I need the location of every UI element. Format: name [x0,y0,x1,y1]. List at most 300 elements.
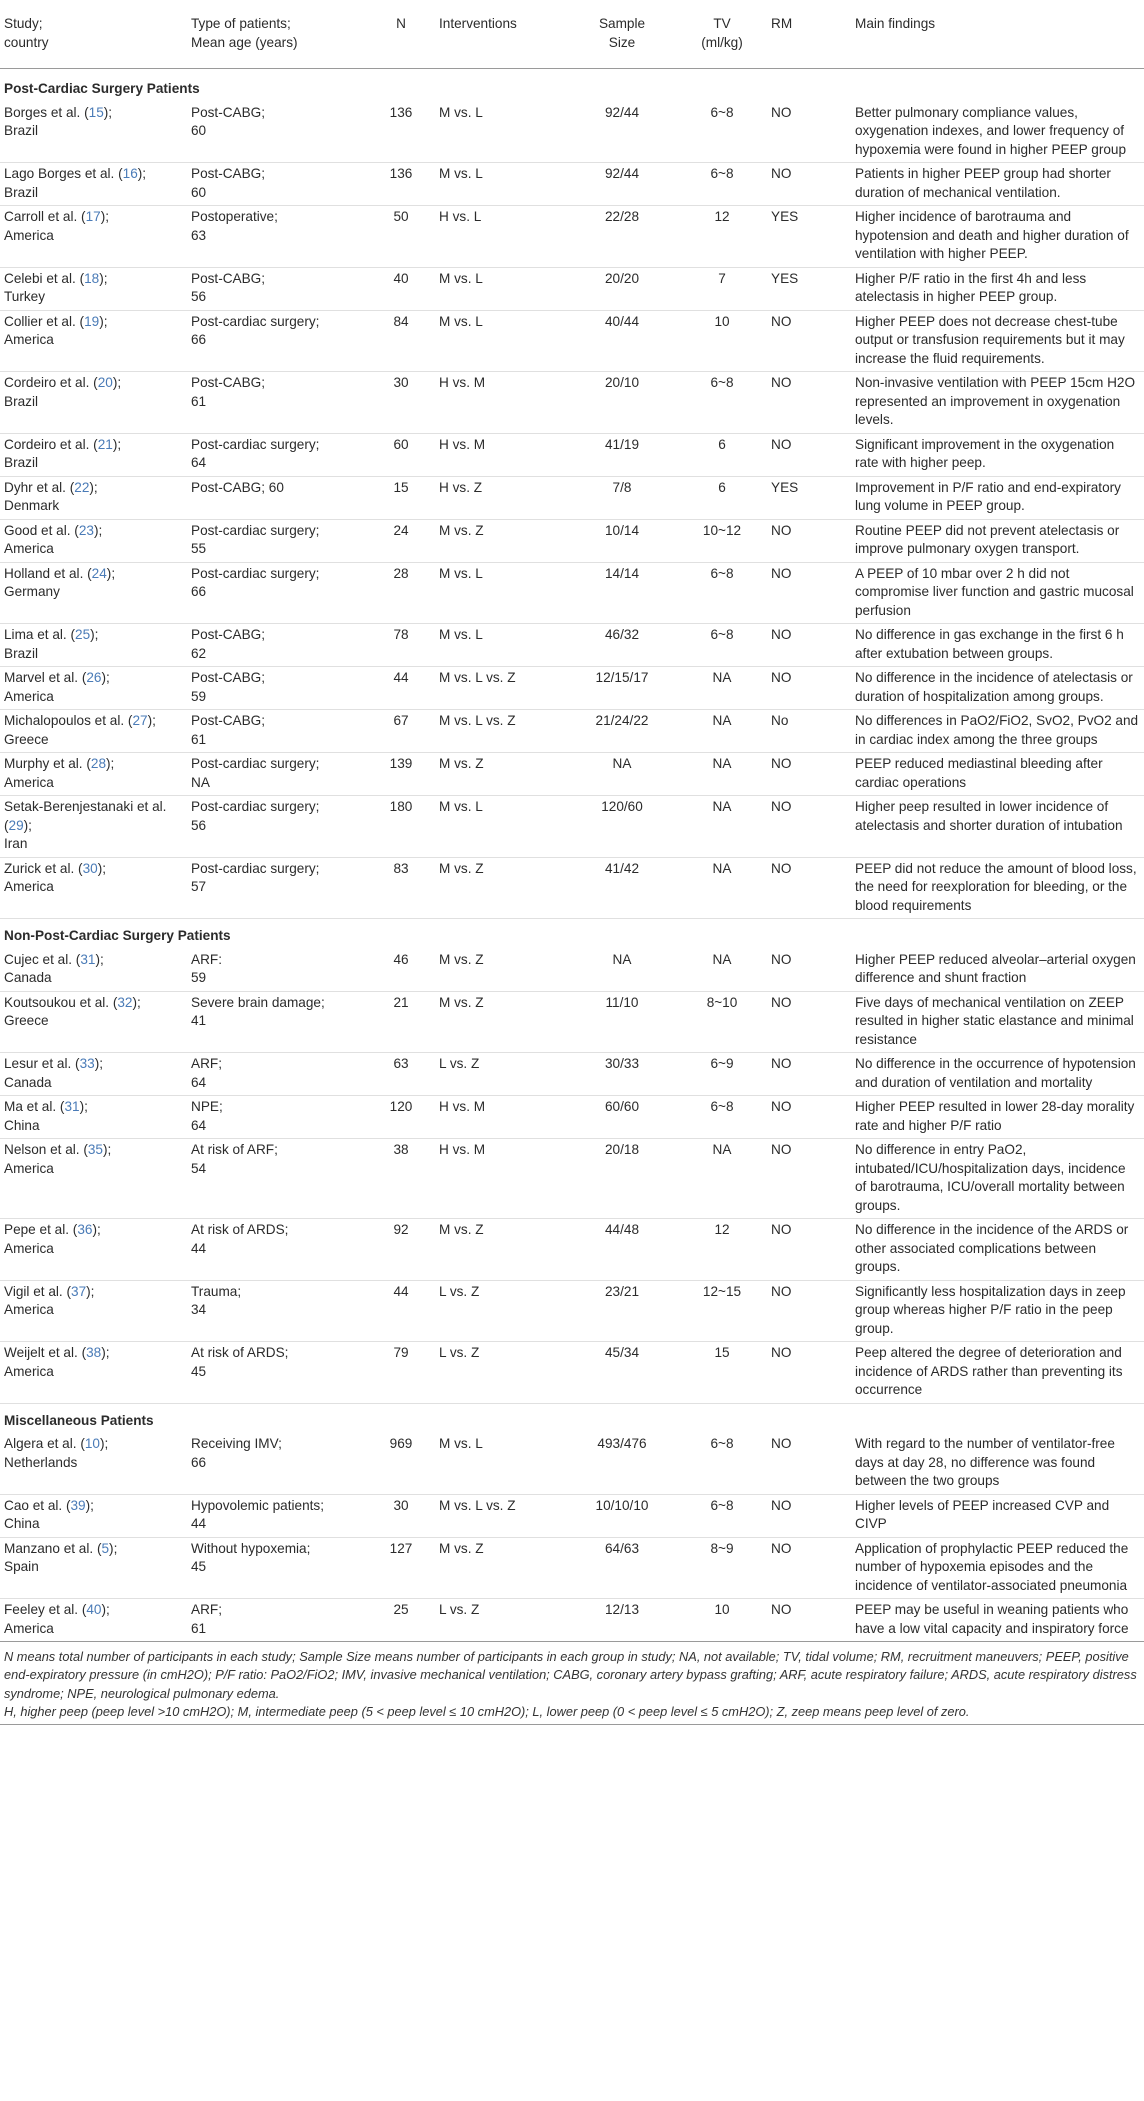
cell-tidal-volume: 6~8 [677,372,767,434]
cell-patient-type: Post-CABG; 60 [187,163,367,206]
cell-sample-size: 20/20 [567,267,677,310]
cell-recruitment-maneuvers: NO [767,102,851,163]
cell-tidal-volume: NA [677,1139,767,1219]
cell-n: 46 [367,949,435,992]
study-name: Carroll et al. [4,209,78,224]
study-name: Collier et al. [4,313,76,329]
cell-interventions: M vs. L [435,163,567,206]
reference-link[interactable]: 29 [8,817,24,833]
study-country: Netherlands [4,1454,78,1470]
cell-main-findings: Non-invasive ventilation with PEEP 15cm H2O represented an improvement in oxygenation levels. [851,372,1144,434]
reference-link[interactable]: 24 [91,565,107,581]
header-main-findings: Main findings [851,0,1144,69]
cell-tidal-volume: 8~10 [677,991,767,1053]
reference-link[interactable]: 39 [70,1497,86,1513]
cell-study-country: Murphy et al. (28); America [0,753,187,796]
cell-tidal-volume: 12~15 [677,1280,767,1342]
cell-sample-size: 45/34 [567,1342,677,1404]
study-country: America [4,332,54,347]
cell-sample-size: 64/63 [567,1537,677,1599]
cell-interventions: L vs. Z [435,1280,567,1342]
cell-patient-type: Post-cardiac surgery; 57 [187,857,367,919]
study-name: Manzano et al. [4,1540,94,1556]
cell-main-findings: PEEP reduced mediastinal bleeding after cardiac operations [851,753,1144,796]
cell-n: 21 [367,991,435,1053]
cell-sample-size: NA [567,753,677,796]
study-country: America [4,1240,54,1256]
cell-study-country: Marvel et al. (26); America [0,667,187,710]
reference-link[interactable]: 15 [88,104,104,120]
cell-recruitment-maneuvers: NO [767,857,851,919]
cell-main-findings: A PEEP of 10 mbar over 2 h did not compromise liver function and gastric mucosal perfusion [851,562,1144,624]
cell-interventions: M vs. Z [435,519,567,562]
table-body [0,69,1144,1642]
cell-tidal-volume: 6~8 [677,1433,767,1494]
cell-recruitment-maneuvers: NO [767,991,851,1053]
cell-interventions: M vs. Z [435,1219,567,1281]
reference-link[interactable]: 20 [97,375,113,390]
study-country: Denmark [4,498,60,513]
cell-sample-size: 11/10 [567,991,677,1053]
cell-patient-type: Post-CABG; 61 [187,372,367,434]
cell-patient-type: Post-CABG; 60 [187,102,367,163]
cell-main-findings: No difference in gas exchange in the first 6 h after extubation between groups. [851,624,1144,667]
cell-study-country: Dyhr et al. (22); Denmark [0,476,187,519]
cell-study-country: Cordeiro et al. (20); Brazil [0,372,187,434]
table-row [0,1096,1144,1139]
section-title: Non-Post-Cardiac Surgery Patients [4,928,231,943]
cell-interventions: M vs. Z [435,753,567,796]
reference-link[interactable]: 18 [84,270,100,286]
cell-sample-size: 7/8 [567,476,677,519]
cell-patient-type: Post-CABG; 60 [187,476,367,519]
cell-n: 67 [367,710,435,753]
cell-recruitment-maneuvers: NO [767,753,851,796]
cell-sample-size: 92/44 [567,102,677,163]
cell-main-findings: No difference in the occurrence of hypotension and duration of ventilation and mortality [851,1053,1144,1096]
cell-study-country: Feeley et al. (40); America [0,1599,187,1642]
cell-sample-size: 30/33 [567,1053,677,1096]
cell-sample-size: 10/14 [567,519,677,562]
cell-recruitment-maneuvers: NO [767,1537,851,1599]
table-row [0,710,1144,753]
study-country: America [4,1363,54,1379]
study-country: Brazil [4,393,38,409]
cell-tidal-volume: NA [677,949,767,992]
cell-recruitment-maneuvers: NO [767,1494,851,1537]
cell-main-findings: Better pulmonary compliance values, oxygenation indexes, and lower frequency of hypoxemia were found in higher PEEP group [851,102,1144,163]
cell-tidal-volume: 10 [677,310,767,372]
cell-tidal-volume: 6 [677,433,767,476]
cell-patient-type: ARF; 61 [187,1599,367,1642]
cell-interventions: M vs. L [435,1433,567,1494]
reference-link[interactable]: 33 [79,1056,95,1071]
study-name: Ma et al. [4,1099,57,1114]
cell-patient-type: Severe brain damage; 41 [187,991,367,1053]
cell-main-findings: Improvement in P/F ratio and end-expiratory lung volume in PEEP group. [851,476,1144,519]
cell-patient-type: Post-cardiac surgery; 66 [187,562,367,624]
cell-patient-type: Post-CABG; 56 [187,267,367,310]
study-name: Celebi et al. [4,270,76,286]
cell-recruitment-maneuvers: NO [767,1219,851,1281]
cell-main-findings: No difference in entry PaO2, intubated/ICU/hospitalization days, incidence of barotrauma, ICU/overall mortality between groups. [851,1139,1144,1219]
cell-study-country: Michalopoulos et al. (27); Greece [0,710,187,753]
cell-sample-size: 23/21 [567,1280,677,1342]
cell-tidal-volume: 6~8 [677,1096,767,1139]
cell-patient-type: NPE; 64 [187,1096,367,1139]
study-country: China [4,1117,40,1133]
study-country: Brazil [4,123,38,138]
study-country: Greece [4,731,49,747]
cell-study-country: Cordeiro et al. (21); Brazil [0,433,187,476]
table-row [0,206,1144,268]
cell-n: 30 [367,372,435,434]
table-row [0,624,1144,667]
cell-patient-type: Hypovolemic patients; 44 [187,1494,367,1537]
cell-main-findings: Higher PEEP resulted in lower 28-day morality rate and higher P/F ratio [851,1096,1144,1139]
cell-recruitment-maneuvers: YES [767,476,851,519]
reference-link[interactable]: 19 [84,313,100,329]
study-name: Michalopoulos et al. [4,713,125,728]
table-row [0,1537,1144,1599]
cell-main-findings: PEEP did not reduce the amount of blood loss, the need for reexploration for bleeding, or the blood requirements [851,857,1144,919]
cell-recruitment-maneuvers: NO [767,1280,851,1342]
cell-tidal-volume: NA [677,753,767,796]
cell-tidal-volume: 6~8 [677,163,767,206]
reference-link[interactable]: 26 [86,670,102,685]
cell-n: 84 [367,310,435,372]
study-name: Koutsoukou et al. [4,994,110,1010]
cell-interventions: H vs. M [435,433,567,476]
cell-interventions: M vs. L vs. Z [435,667,567,710]
cell-interventions: M vs. L [435,267,567,310]
study-country: America [4,1160,54,1176]
cell-recruitment-maneuvers: NO [767,949,851,992]
cell-n: 180 [367,796,435,858]
cell-patient-type: At risk of ARDS; 44 [187,1219,367,1281]
table-row [0,1053,1144,1096]
reference-link[interactable]: 37 [71,1283,87,1299]
study-name: Cao et al. [4,1497,63,1513]
cell-study-country: Cao et al. (39); China [0,1494,187,1537]
cell-tidal-volume: 6~8 [677,1494,767,1537]
cell-tidal-volume: 15 [677,1342,767,1404]
cell-main-findings: Higher levels of PEEP increased CVP and CIVP [851,1494,1144,1537]
cell-tidal-volume: 12 [677,1219,767,1281]
reference-link[interactable]: 28 [90,756,107,771]
table-row [0,433,1144,476]
cell-tidal-volume: 6~9 [677,1053,767,1096]
cell-n: 25 [367,1599,435,1642]
cell-main-findings: Higher peep resulted in lower incidence of atelectasis and shorter duration of intubation [851,796,1144,858]
cell-study-country: Algera et al. (10); Netherlands [0,1433,187,1494]
study-name: Holland et al. [4,565,84,581]
cell-patient-type: Receiving IMV; 66 [187,1433,367,1494]
cell-sample-size: 120/60 [567,796,677,858]
study-country: America [4,1620,54,1636]
study-name: Cordeiro et al. [4,375,90,390]
cell-recruitment-maneuvers: NO [767,1053,851,1096]
header-interventions: Interventions [435,0,567,69]
cell-recruitment-maneuvers: NO [767,1599,851,1642]
section-title: Post-Cardiac Surgery Patients [4,81,200,96]
reference-link[interactable]: 35 [87,1142,103,1157]
table-row [0,667,1144,710]
reference-link[interactable]: 5 [101,1540,110,1556]
footnote-peep-levels: H, higher peep (peep level >10 cmH2O); M, intermediate peep (5 < peep level ≤ 10 cmH2O); L, lower peep (0 < peep level ≤ 5 cmH2O); Z, zeep means peep level of zero. [4,1703,970,1719]
cell-n: 136 [367,102,435,163]
table-row [0,310,1144,372]
cell-recruitment-maneuvers: NO [767,433,851,476]
table-row [0,1219,1144,1281]
reference-link[interactable]: 31 [80,951,96,967]
cell-main-findings: Significantly less hospitalization days in zeep group whereas higher P/F ratio in the peep group. [851,1280,1144,1342]
cell-study-country: Weijelt et al. (38); America [0,1342,187,1404]
study-name: Nelson et al. [4,1142,80,1157]
table-row [0,163,1144,206]
cell-recruitment-maneuvers: NO [767,372,851,434]
table-row [0,476,1144,519]
cell-sample-size: NA [567,949,677,992]
table-row [0,1280,1144,1342]
study-name: Marvel et al. [4,670,79,685]
cell-tidal-volume: NA [677,667,767,710]
cell-study-country: Lago Borges et al. (16); Brazil [0,163,187,206]
cell-recruitment-maneuvers: NO [767,796,851,858]
cell-interventions: H vs. M [435,372,567,434]
cell-study-country: Zurick et al. (30); America [0,857,187,919]
cell-interventions: M vs. L [435,310,567,372]
cell-n: 15 [367,476,435,519]
cell-sample-size: 44/48 [567,1219,677,1281]
cell-sample-size: 12/15/17 [567,667,677,710]
cell-interventions: M vs. L [435,102,567,163]
study-country: America [4,541,54,556]
cell-tidal-volume: 6~8 [677,102,767,163]
cell-sample-size: 12/13 [567,1599,677,1642]
cell-main-findings: Higher PEEP reduced alveolar–arterial oxygen difference and shunt fraction [851,949,1144,992]
cell-n: 24 [367,519,435,562]
cell-tidal-volume: 12 [677,206,767,268]
reference-link[interactable]: 36 [77,1222,93,1237]
cell-sample-size: 41/19 [567,433,677,476]
cell-sample-size: 20/18 [567,1139,677,1219]
study-country: America [4,688,54,704]
reference-link[interactable]: 32 [117,994,133,1010]
cell-interventions: M vs. Z [435,949,567,992]
cell-patient-type: Trauma; 34 [187,1280,367,1342]
cell-study-country: Carroll et al. (17); America [0,206,187,268]
cell-sample-size: 493/476 [567,1433,677,1494]
study-country: Canada [4,970,52,985]
cell-sample-size: 20/10 [567,372,677,434]
cell-n: 44 [367,1280,435,1342]
cell-main-findings: Significant improvement in the oxygenation rate with higher peep. [851,433,1144,476]
cell-main-findings: No difference in the incidence of the ARDS or other associated complications between groups. [851,1219,1144,1281]
cell-interventions: M vs. L vs. Z [435,1494,567,1537]
study-country: Canada [4,1074,52,1090]
study-name: Murphy et al. [4,756,83,771]
table-header [0,0,1144,69]
study-name: Cordeiro et al. [4,436,90,452]
cell-patient-type: Post-cardiac surgery; NA [187,753,367,796]
study-country: Brazil [4,455,38,470]
table-row [0,857,1144,919]
cell-tidal-volume: 8~9 [677,1537,767,1599]
cell-patient-type: At risk of ARDS; 45 [187,1342,367,1404]
cell-patient-type: Post-cardiac surgery; 56 [187,796,367,858]
cell-tidal-volume: 10 [677,1599,767,1642]
cell-study-country: Holland et al. (24); Germany [0,562,187,624]
cell-study-country: Lesur et al. (33); Canada [0,1053,187,1096]
reference-link[interactable]: 31 [64,1099,80,1114]
cell-main-findings: Application of prophylactic PEEP reduced the number of hypoxemia episodes and the incidence of ventilator-associated pneumonia [851,1537,1144,1599]
header-recruitment-maneuvers: RM [767,0,851,69]
cell-main-findings: Five days of mechanical ventilation on ZEEP resulted in higher static elastance and minimal resistance [851,991,1144,1053]
cell-study-country: Ma et al. (31); China [0,1096,187,1139]
cell-interventions: L vs. Z [435,1053,567,1096]
cell-n: 63 [367,1053,435,1096]
reference-link[interactable]: 27 [132,713,148,728]
reference-link[interactable]: 23 [78,522,94,538]
cell-recruitment-maneuvers: NO [767,310,851,372]
cell-main-findings: Peep altered the degree of deterioration and incidence of ARDS rather than preventing its occurrence [851,1342,1144,1404]
cell-tidal-volume: NA [677,710,767,753]
cell-n: 30 [367,1494,435,1537]
cell-recruitment-maneuvers: NO [767,163,851,206]
cell-study-country: Collier et al. (19); America [0,310,187,372]
reference-link[interactable]: 40 [86,1602,102,1617]
table-row [0,991,1144,1053]
cell-n: 127 [367,1537,435,1599]
header-study-country: Study; country [0,0,187,69]
study-country: Germany [4,584,60,599]
cell-patient-type: Postoperative; 63 [187,206,367,268]
section-header-row [0,1403,1144,1433]
cell-n: 28 [367,562,435,624]
cell-patient-type: Without hypoxemia; 45 [187,1537,367,1599]
study-name: Feeley et al. [4,1602,79,1617]
cell-patient-type: At risk of ARF; 54 [187,1139,367,1219]
table-row [0,796,1144,858]
cell-recruitment-maneuvers: NO [767,1096,851,1139]
study-country: America [4,227,54,243]
cell-main-findings: PEEP may be useful in weaning patients who have a low vital capacity and inspiratory force [851,1599,1144,1642]
cell-sample-size: 14/14 [567,562,677,624]
cell-n: 83 [367,857,435,919]
cell-main-findings: With regard to the number of ventilator-free days at day 28, no difference was found between the two groups [851,1433,1144,1494]
cell-tidal-volume: 10~12 [677,519,767,562]
cell-interventions: L vs. Z [435,1342,567,1404]
study-name: Cujec et al. [4,951,73,967]
cell-main-findings: Higher PEEP does not decrease chest-tube output or transfusion requirements but it may increase the fluid requirements. [851,310,1144,372]
study-country: Greece [4,1013,49,1028]
cell-recruitment-maneuvers: NO [767,624,851,667]
cell-sample-size: 92/44 [567,163,677,206]
table-row [0,562,1144,624]
cell-sample-size: 41/42 [567,857,677,919]
cell-main-findings: Higher P/F ratio in the first 4h and less atelectasis in higher PEEP group. [851,267,1144,310]
study-name: Setak-Berenjestanaki et al. [4,799,167,814]
table-row [0,267,1144,310]
cell-main-findings: Routine PEEP did not prevent atelectasis or improve pulmonary oxygen transport. [851,519,1144,562]
study-name: Lima et al. [4,627,67,642]
cell-n: 120 [367,1096,435,1139]
cell-study-country: Vigil et al. (37); America [0,1280,187,1342]
cell-interventions: M vs. Z [435,857,567,919]
cell-n: 78 [367,624,435,667]
reference-link[interactable]: 30 [82,860,98,876]
section-title: Miscellaneous Patients [4,1412,154,1428]
cell-study-country: Lima et al. (25); Brazil [0,624,187,667]
cell-main-findings: No difference in the incidence of atelectasis or duration of hospitalization among groups. [851,667,1144,710]
cell-n: 92 [367,1219,435,1281]
cell-study-country: Borges et al. (15); Brazil [0,102,187,163]
study-country: Brazil [4,645,38,661]
table-row [0,949,1144,992]
study-name: Algera et al. [4,1436,77,1451]
cell-n: 38 [367,1139,435,1219]
study-country: America [4,879,54,894]
cell-patient-type: Post-CABG; 61 [187,710,367,753]
cell-study-country: Good et al. (23); America [0,519,187,562]
cell-study-country: Setak-Berenjestanaki et al. (29); Iran [0,796,187,858]
reference-link[interactable]: 21 [97,436,113,452]
cell-interventions: M vs. Z [435,991,567,1053]
cell-study-country: Cujec et al. (31); Canada [0,949,187,992]
cell-tidal-volume: NA [677,796,767,858]
cell-sample-size: 60/60 [567,1096,677,1139]
header-tidal-volume: TV (ml/kg) [677,0,767,69]
cell-n: 60 [367,433,435,476]
header-type-of-patients: Type of patients; Mean age (years) [187,0,367,69]
cell-interventions: M vs. L [435,796,567,858]
reference-link[interactable]: 17 [85,209,101,224]
cell-study-country: Koutsoukou et al. (32); Greece [0,991,187,1053]
cell-patient-type: ARF; 64 [187,1053,367,1096]
cell-interventions: L vs. Z [435,1599,567,1642]
reference-link[interactable]: 10 [84,1436,100,1451]
cell-patient-type: ARF: 59 [187,949,367,992]
cell-interventions: M vs. L vs. Z [435,710,567,753]
cell-n: 79 [367,1342,435,1404]
cell-sample-size: 21/24/22 [567,710,677,753]
study-country: Brazil [4,184,38,200]
cell-patient-type: Post-cardiac surgery; 64 [187,433,367,476]
cell-interventions: H vs. M [435,1139,567,1219]
table-row [0,519,1144,562]
cell-n: 139 [367,753,435,796]
footnote-abbreviations: N means total number of participants in each study; Sample Size means number of participants in each group in study; NA, not available; TV, tidal volume; RM, recruitment maneuvers; PEEP, positive end-expiratory pressure (in cmH2O); P/F ratio: PaO2/FiO2; IMV, invasive mechanical ventilation; CABG, coronary artery bypass grafting; ARF, acute respiratory failure; ARDS, acute respiratory distress syndrome; NPE, neurological pulmonary edema. [4,1649,1137,1701]
cell-tidal-volume: 6 [677,476,767,519]
study-name: Dyhr et al. [4,479,66,495]
study-country: Spain [4,1559,39,1574]
reference-link[interactable]: 25 [75,627,91,642]
study-country: America [4,774,54,790]
cell-study-country: Celebi et al. (18); Turkey [0,267,187,310]
study-country: America [4,1302,54,1317]
reference-link[interactable]: 16 [122,166,138,181]
table-row [0,1494,1144,1537]
study-name: Good et al. [4,522,71,538]
reference-link[interactable]: 22 [74,479,90,495]
study-country: China [4,1516,40,1531]
cell-n: 44 [367,667,435,710]
cell-sample-size: 22/28 [567,206,677,268]
cell-main-findings: Higher incidence of barotrauma and hypotension and death and higher duration of ventilation with higher PEEP. [851,206,1144,268]
cell-interventions: M vs. L [435,624,567,667]
reference-link[interactable]: 38 [86,1345,102,1360]
